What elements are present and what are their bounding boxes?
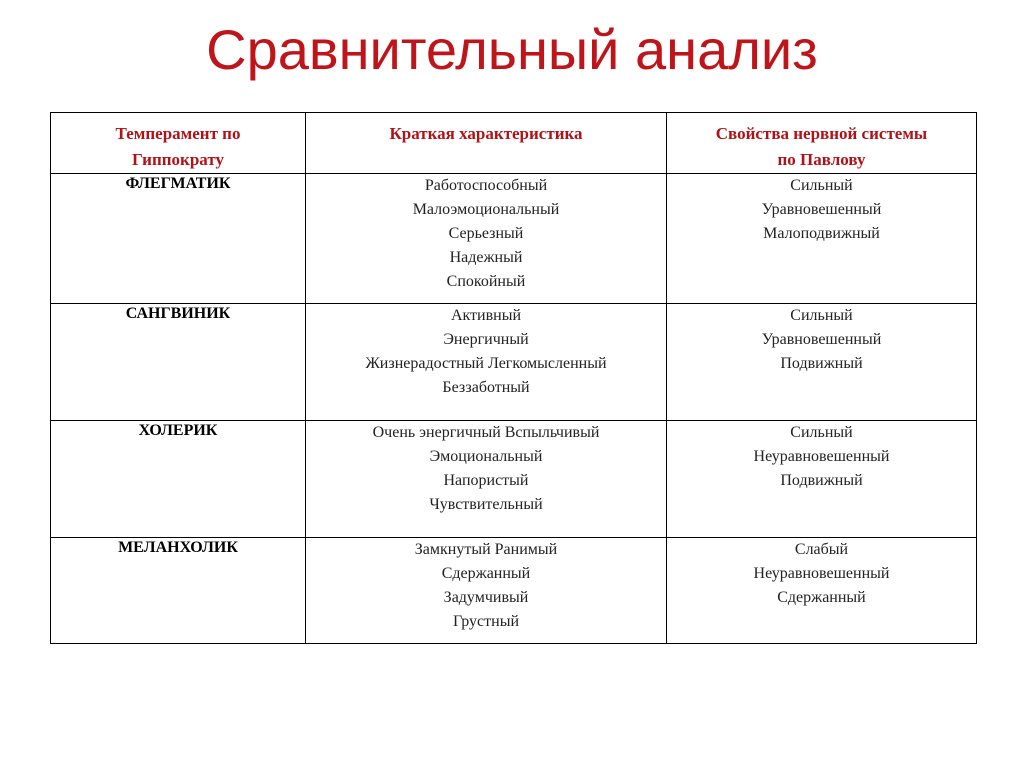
trait-item: Спокойный: [446, 273, 526, 290]
properties-cell: [667, 538, 977, 644]
properties-cell: [667, 421, 977, 538]
traits-cell: [306, 421, 667, 538]
header-characteristics-line-1: Краткая характеристика: [389, 124, 583, 143]
property-item: Уравновешенный: [761, 331, 882, 348]
temperament-name: ФЛЕГМАТИК: [51, 174, 306, 304]
trait-item: Серьезный: [448, 225, 524, 242]
header-temperament-line-1: Темперамент по: [115, 124, 241, 143]
table-header-row: [51, 113, 977, 174]
trait-item: Жизнерадостный Легкомысленный: [365, 355, 607, 372]
property-item: Сильный: [790, 424, 853, 441]
trait-item: Задумчивый: [443, 589, 529, 606]
trait-item: Напористый: [443, 472, 529, 489]
table-row: [51, 538, 977, 644]
trait-item: Сдержанный: [441, 565, 531, 582]
traits-cell: [306, 538, 667, 644]
table-row: [51, 421, 977, 538]
property-item: Подвижный: [780, 472, 863, 489]
table-row: [51, 174, 977, 304]
trait-item: Надежный: [449, 249, 523, 266]
properties-cell: [667, 304, 977, 421]
slide-title: Сравнительный анализ: [206, 18, 818, 81]
property-item: Уравновешенный: [761, 201, 882, 218]
trait-item: Работоспособный: [424, 177, 548, 194]
header-nervous-system-line-2: по Павлову: [777, 150, 866, 169]
traits-cell: [306, 174, 667, 304]
traits-cell: [306, 304, 667, 421]
header-nervous-system: [667, 113, 977, 174]
trait-item: Замкнутый Ранимый: [414, 541, 558, 558]
table-row: [51, 304, 977, 421]
temperament-name: ХОЛЕРИК: [51, 421, 306, 538]
property-item: Сильный: [790, 177, 853, 194]
comparison-table: [50, 112, 977, 644]
temperament-name: МЕЛАНХОЛИК: [51, 538, 306, 644]
property-item: Неуравновешенный: [753, 565, 890, 582]
trait-item: Очень энергичный Вспыльчивый: [372, 424, 600, 441]
property-item: Сдержанный: [777, 589, 866, 606]
header-temperament: [51, 113, 306, 174]
temperament-name: САНГВИНИК: [51, 304, 306, 421]
trait-item: Беззаботный: [442, 379, 530, 396]
trait-item: Чувствительный: [429, 496, 543, 513]
header-temperament-line-2: Гиппократу: [132, 150, 224, 169]
trait-item: Малоэмоциональный: [412, 201, 560, 218]
properties-cell: [667, 174, 977, 304]
trait-item: Энергичный: [443, 331, 529, 348]
header-characteristics: [306, 113, 667, 174]
trait-item: Эмоциональный: [429, 448, 543, 465]
property-item: Малоподвижный: [763, 225, 880, 242]
trait-item: Активный: [450, 307, 522, 324]
property-item: Сильный: [790, 307, 853, 324]
property-item: Слабый: [794, 541, 849, 558]
header-nervous-system-line-1: Свойства нервной системы: [715, 124, 928, 143]
property-item: Неуравновешенный: [753, 448, 890, 465]
property-item: Подвижный: [780, 355, 863, 372]
trait-item: Грустный: [453, 613, 519, 630]
